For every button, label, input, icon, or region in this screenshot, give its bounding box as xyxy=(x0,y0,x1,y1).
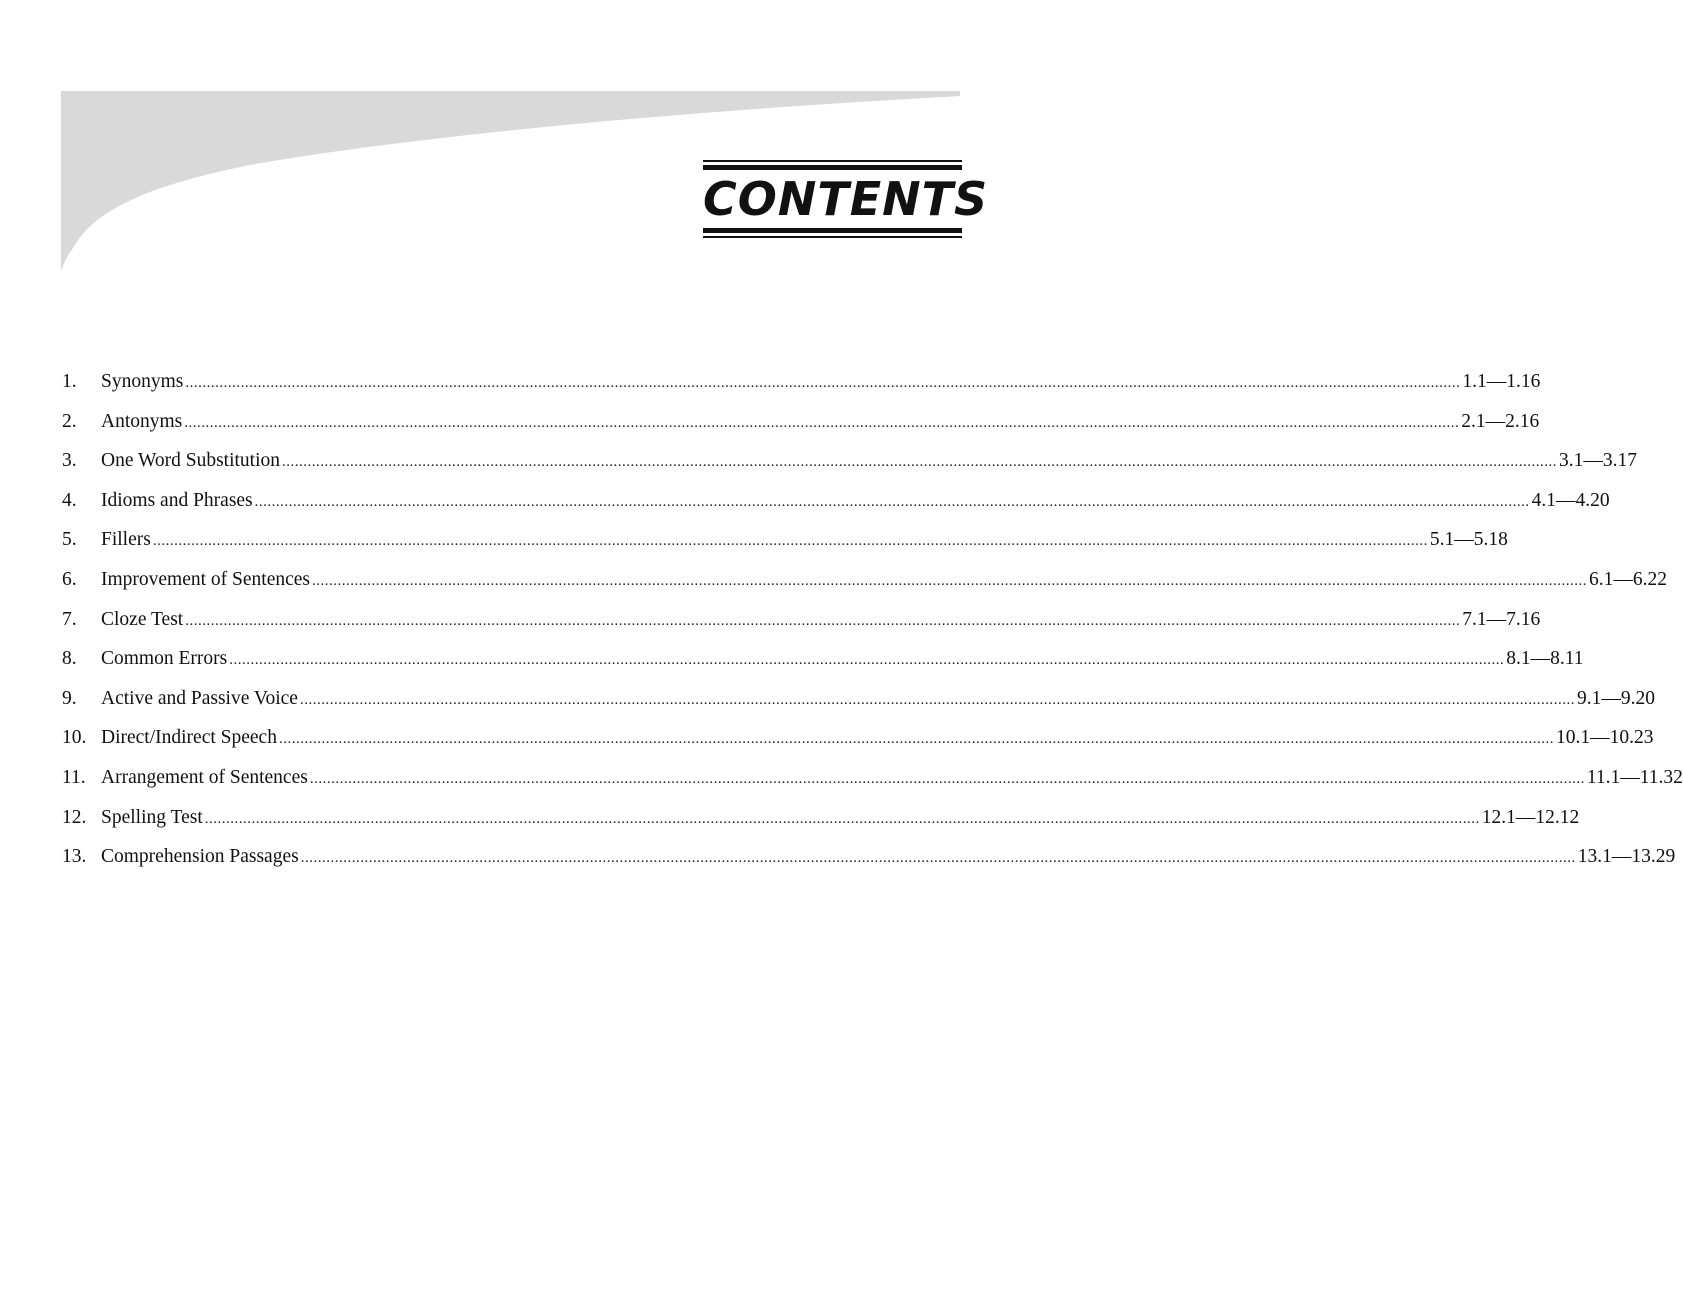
toc-dot-leader: ............................................................................................................................................................................................................................................................................................................ xyxy=(312,572,1588,589)
page-title: CONTENTS xyxy=(703,172,989,226)
toc-entry-title: Comprehension Passages xyxy=(101,846,299,868)
toc-entry[interactable] xyxy=(62,600,1541,640)
toc-entry-number: 8. xyxy=(62,648,77,670)
toc-entry-page-range: 6.1—6.22 xyxy=(1589,568,1668,590)
toc-entry[interactable] xyxy=(62,362,1541,402)
toc-entry-page-range: 4.1—4.20 xyxy=(1531,489,1610,511)
toc-dot-leader: ............................................................................................................................................................................................................................................................................................................ xyxy=(152,533,1428,550)
toc-entry-number: 4. xyxy=(62,489,77,511)
toc-entry-title: Fillers xyxy=(101,529,151,551)
toc-entry-page-range: 2.1—2.16 xyxy=(1461,410,1540,432)
toc-entry-title: Direct/Indirect Speech xyxy=(101,727,277,749)
toc-entry-page-range: 7.1—7.16 xyxy=(1462,608,1541,630)
toc-dot-leader: ............................................................................................................................................................................................................................................................................................................ xyxy=(254,493,1530,510)
toc-entry-number: 9. xyxy=(62,687,77,709)
toc-entry-title: Spelling Test xyxy=(101,806,203,828)
toc-entry-page-range: 12.1—12.12 xyxy=(1481,806,1580,828)
toc-dot-leader: ............................................................................................................................................................................................................................................................................................................ xyxy=(184,414,1460,431)
toc-entry[interactable] xyxy=(62,798,1580,838)
toc-entry-page-range: 1.1—1.16 xyxy=(1462,371,1541,392)
toc-entry[interactable] xyxy=(62,758,1683,798)
toc-dot-leader: ............................................................................................................................................................................................................................................................................................................ xyxy=(278,731,1554,748)
toc-entry-number: 10. xyxy=(62,727,87,749)
toc-entry-page-range: 5.1—5.18 xyxy=(1429,529,1508,551)
toc-entry-title: Cloze Test xyxy=(101,608,184,630)
toc-dot-leader: ............................................................................................................................................................................................................................................................................................................ xyxy=(229,652,1505,669)
toc-entry-number: 5. xyxy=(62,529,77,551)
toc-entry-title: Idioms and Phrases xyxy=(101,489,253,511)
toc-entry-title: Synonyms xyxy=(101,371,184,392)
table-of-contents xyxy=(62,362,1683,877)
toc-entry[interactable] xyxy=(62,402,1540,442)
toc-dot-leader: ............................................................................................................................................................................................................................................................................................................ xyxy=(204,810,1480,827)
toc-entry[interactable] xyxy=(62,481,1610,521)
contents-title-block xyxy=(703,160,989,238)
toc-entry-number: 3. xyxy=(62,450,77,472)
toc-entry-title: Improvement of Sentences xyxy=(101,568,311,590)
toc-dot-leader: ............................................................................................................................................................................................................................................................................................................ xyxy=(309,770,1585,787)
toc-entry-number: 6. xyxy=(62,568,77,590)
toc-entry-page-range: 11.1—11.32 xyxy=(1586,766,1683,788)
toc-entry-title: Common Errors xyxy=(101,648,228,670)
toc-entry-page-range: 3.1—3.17 xyxy=(1559,450,1637,472)
toc-dot-leader: ............................................................................................................................................................................................................................................................................................................ xyxy=(185,612,1461,629)
toc-entry[interactable] xyxy=(62,718,1654,758)
toc-entry-page-range: 13.1—13.29 xyxy=(1577,846,1676,868)
header-decorative-band xyxy=(0,0,1024,300)
toc-entry-title: Antonyms xyxy=(101,410,183,432)
toc-entry-page-range: 10.1—10.23 xyxy=(1555,727,1654,749)
toc-dot-leader: ............................................................................................................................................................................................................................................................................................................ xyxy=(299,691,1575,708)
toc-entry-number: 11. xyxy=(62,766,86,788)
toc-entry[interactable] xyxy=(62,441,1637,481)
toc-entry-number: 1. xyxy=(62,371,77,392)
toc-dot-leader: ............................................................................................................................................................................................................................................................................................................ xyxy=(282,454,1557,471)
toc-entry-number: 2. xyxy=(62,410,77,432)
toc-entry-page-range: 9.1—9.20 xyxy=(1576,687,1655,709)
toc-entry-number: 12. xyxy=(62,806,87,828)
toc-entry-title: One Word Substitution xyxy=(101,450,280,472)
toc-entry[interactable] xyxy=(62,837,1676,877)
toc-dot-leader: ............................................................................................................................................................................................................................................................................................................ xyxy=(185,375,1461,391)
toc-entry-title: Active and Passive Voice xyxy=(101,687,298,709)
title-bottom-rule xyxy=(703,228,962,238)
toc-entry[interactable] xyxy=(62,679,1655,719)
toc-entry[interactable] xyxy=(62,560,1668,600)
toc-entry-number: 7. xyxy=(62,608,77,630)
toc-entry-page-range: 8.1—8.11 xyxy=(1506,648,1584,670)
toc-entry[interactable] xyxy=(62,639,1584,679)
toc-entry[interactable] xyxy=(62,520,1508,560)
toc-entry-title: Arrangement of Sentences xyxy=(101,766,308,788)
toc-entry-number: 13. xyxy=(62,846,87,868)
toc-dot-leader: ............................................................................................................................................................................................................................................................................................................ xyxy=(300,850,1576,867)
title-top-rule xyxy=(703,160,962,170)
